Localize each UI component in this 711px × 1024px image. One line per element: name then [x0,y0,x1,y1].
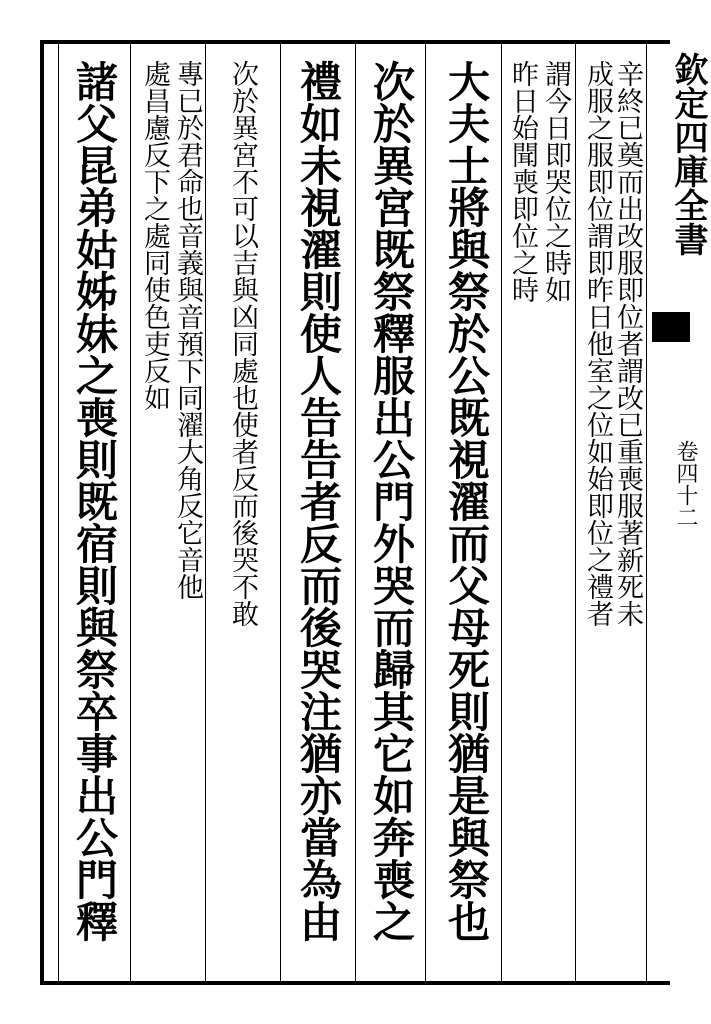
text-column-10: 處昌慮反下之處同使色吏反如 [139,60,170,411]
text-column-4: 昨日始聞喪即位之時 [507,60,538,303]
fishtail-mark [652,312,690,342]
column-divider [501,40,502,985]
text-column-9: 專已於君命也音義與音預下同濯大角反它音他 [172,60,203,600]
column-divider [425,40,426,985]
text-column-1: 辛終已奠而出改服即位者謂改已重喪服著新死未 [612,60,643,627]
text-column-2: 成服之服即位謂即昨日他室之位如始即位之禮者 [582,60,613,627]
text-column-11: 諸父昆弟姑姊妹之喪則既宿則與祭卒事出公門釋 [70,60,119,942]
column-divider [280,40,281,985]
text-column-8: 次於異宮不可以吉與凶同處也使者反而後哭不敢 [227,60,258,627]
text-column-7: 禮如未視濯則使人告告者反而後哭注猶亦當為由 [294,60,343,942]
volume-label: 卷四十二 [673,440,698,528]
bottom-border [40,983,670,985]
column-divider [355,40,356,985]
column-divider [575,40,576,985]
book-title: 欽定四庫全書 [668,52,708,256]
column-divider [58,40,59,985]
text-column-5: 大夫士將與祭於公既視濯而父母死則猶是與祭也 [442,60,491,942]
text-column-6: 次於異宮既祭釋服出公門外哭而歸其它如奔喪之 [367,60,416,942]
column-divider [130,40,131,985]
column-divider [205,40,206,985]
column-divider [646,40,647,985]
text-column-3: 謂今日即哭位之時如 [540,60,571,303]
